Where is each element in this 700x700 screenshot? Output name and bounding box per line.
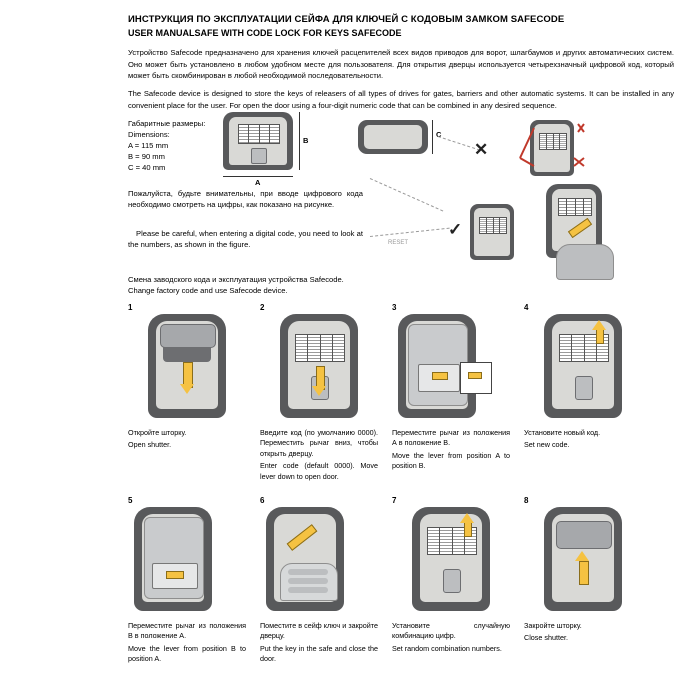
page-title-ru: ИНСТРУКЦИЯ ПО ЭКСПЛУАТАЦИИ СЕЙФА ДЛЯ КЛЮЧЕЙ С КОДОВЫМ ЗАМКОМ SAFECODE bbox=[128, 14, 565, 25]
p-dial-2 bbox=[567, 199, 575, 215]
lever-7[interactable] bbox=[443, 569, 461, 593]
step-1-illustration bbox=[128, 314, 246, 424]
step-1-caption-en: Open shutter. bbox=[128, 440, 172, 450]
dim-line-b bbox=[299, 112, 300, 170]
dimensions-section bbox=[18, 118, 682, 268]
finger-2-6 bbox=[288, 578, 328, 584]
step-5-caption-ru: Переместите рычаг из положения В в положение А. bbox=[128, 621, 246, 641]
step-5-illustration bbox=[128, 507, 246, 617]
steps-row-1 bbox=[128, 303, 670, 482]
lever-front[interactable] bbox=[251, 148, 267, 164]
safe-graphic-4 bbox=[544, 314, 622, 418]
safe-graphic-5 bbox=[134, 507, 212, 611]
mini-dial-c2 bbox=[487, 218, 494, 233]
shutter-8[interactable] bbox=[556, 521, 612, 549]
change-code-en: Change factory code and use Safecode device. bbox=[128, 286, 288, 296]
change-code-ru: Смена заводского кода и эксплуатация устройства Safecode. bbox=[128, 275, 344, 285]
dial-1[interactable] bbox=[239, 125, 249, 143]
shutter-1[interactable] bbox=[160, 324, 216, 348]
p-dial-3 bbox=[576, 199, 584, 215]
dim-marker-b: B bbox=[303, 136, 309, 146]
step-4-caption-ru: Установите новый код. bbox=[524, 427, 601, 437]
page-title-en: USER MANUALSAFE WITH CODE LOCK FOR KEYS SAFECODE bbox=[128, 27, 402, 38]
step-5-number: 5 bbox=[128, 496, 133, 506]
reset-hint-label: RESET bbox=[388, 240, 409, 247]
title-block bbox=[128, 14, 682, 39]
dimensions-text bbox=[128, 118, 205, 173]
step-2-caption-ru: Введите код (по умолчанию 0000). Переместить рычаг вниз, чтобы открыть дверцу. bbox=[260, 427, 378, 458]
dim-marker-c: C bbox=[436, 130, 442, 140]
dial-7-3[interactable] bbox=[453, 528, 465, 554]
safe-side-view-diagram bbox=[358, 116, 442, 176]
arrow-shaft-4 bbox=[596, 328, 604, 344]
step-4 bbox=[524, 303, 642, 482]
step-3-caption-en: Move the lever from position A to position B. bbox=[392, 450, 510, 471]
step-3 bbox=[392, 303, 510, 482]
p-dial-1 bbox=[559, 199, 567, 215]
arrow-up-icon-7 bbox=[460, 513, 474, 523]
step-8-caption-ru: Закройте шторку. bbox=[524, 621, 582, 631]
check-mark-icon: ✓ bbox=[448, 220, 463, 240]
step-7-illustration bbox=[392, 507, 510, 617]
safe-graphic-6 bbox=[266, 507, 344, 611]
step-6-caption-ru: Поместите в сейф ключ и закройте дверцу. bbox=[260, 621, 378, 641]
lever-detail-3 bbox=[468, 372, 482, 379]
step-8-number: 8 bbox=[524, 496, 529, 506]
hand-shape bbox=[556, 244, 614, 280]
dimension-b: B = 90 mm bbox=[128, 152, 165, 162]
mini-dial-c4 bbox=[500, 218, 506, 233]
step-1 bbox=[128, 303, 246, 482]
wrong-usage-illustration bbox=[448, 122, 488, 178]
dial-4-2[interactable] bbox=[572, 335, 584, 361]
mini-dials-correct bbox=[479, 217, 507, 234]
step-1-number: 1 bbox=[128, 302, 133, 312]
arrow-down-icon-1 bbox=[180, 384, 194, 394]
step-2-illustration bbox=[260, 314, 378, 424]
safe-graphic-2 bbox=[280, 314, 358, 418]
step-5-caption-en: Move the lever from position B to position A. bbox=[128, 643, 246, 664]
step-6 bbox=[260, 496, 378, 665]
dial-7-1[interactable] bbox=[428, 528, 440, 554]
step-6-number: 6 bbox=[260, 496, 265, 506]
lever-3[interactable] bbox=[432, 372, 448, 380]
safe-graphic-1 bbox=[148, 314, 226, 418]
person-reading-code-illustration bbox=[538, 184, 628, 280]
steps-row-2 bbox=[128, 496, 670, 665]
dim-marker-a: A bbox=[255, 178, 261, 188]
dial-2[interactable] bbox=[249, 125, 259, 143]
warning-note-ru: Пожалуйста, будьте внимательны, при вводе цифрового кода необходимо смотреть на цифры, как показано на рисунке. bbox=[128, 189, 363, 210]
wrong-view-angle-lines bbox=[518, 118, 588, 180]
safe-graphic-8 bbox=[544, 507, 622, 611]
step-3-illustration bbox=[392, 314, 510, 424]
sight-line-correct-1 bbox=[370, 178, 443, 211]
step-5 bbox=[128, 496, 246, 665]
lever-4[interactable] bbox=[575, 376, 593, 400]
step-3-caption-ru: Переместите рычаг из положения А в положение В. bbox=[392, 427, 510, 448]
dimension-c: C = 40 mm bbox=[128, 163, 166, 173]
cross-mark-icon: ✕ bbox=[474, 140, 489, 160]
code-dials-front[interactable] bbox=[238, 124, 280, 144]
step-6-caption-en: Put the key in the safe and close the door. bbox=[260, 643, 378, 664]
p-dial-4 bbox=[584, 199, 591, 215]
step-4-caption-en: Set new code. bbox=[524, 440, 570, 450]
step-4-illustration bbox=[524, 314, 642, 424]
intro-paragraph-en: The Safecode device is designed to store the keys of releasers of all types of drives for gates, barriers and other automatic systems. It can be installed in any convenient place for the user. For open the door using a four-digit numeric code that can be combined in any desired sequence. bbox=[128, 89, 674, 110]
arrow-up-icon-4 bbox=[592, 320, 606, 330]
step-1-caption-ru: Откройте шторку. bbox=[128, 427, 187, 437]
dim-line-a bbox=[223, 176, 293, 177]
finger-1-6 bbox=[288, 569, 328, 575]
sight-line-correct-2 bbox=[370, 228, 450, 237]
finger-3-6 bbox=[288, 587, 328, 593]
warning-note-en: Please be careful, when entering a digital code, you need to look at the numbers, as shown in the figure. bbox=[128, 229, 363, 250]
intro-paragraph-ru: Устройство Safecode предназначено для хранения ключей расцепителей всех видов приводов для ворот, шлагбаумов и других автоматических систем. Оно может быть установлено в любом удобном месте для пользователя. Для открытия дверцы используется четырехзначный цифровой код, который может быть скомбинирован в любой необходимой последовательности. bbox=[128, 48, 674, 80]
safe-panel-side bbox=[364, 125, 422, 149]
step-7 bbox=[392, 496, 510, 665]
step-8-caption-en: Close shutter. bbox=[524, 633, 568, 643]
dial-2-4[interactable] bbox=[333, 335, 344, 361]
dial-2-3[interactable] bbox=[321, 335, 333, 361]
arrow-up-icon-8 bbox=[575, 551, 589, 561]
step-8 bbox=[524, 496, 642, 665]
mini-safe-correct bbox=[470, 204, 514, 260]
dial-3[interactable] bbox=[260, 125, 270, 143]
dial-4-1[interactable] bbox=[560, 335, 572, 361]
step-7-caption-en: Set random combination numbers. bbox=[392, 643, 502, 653]
step-2-number: 2 bbox=[260, 302, 265, 312]
dial-2-2[interactable] bbox=[308, 335, 320, 361]
mini-dial-c1 bbox=[480, 218, 487, 233]
code-dials-person bbox=[558, 198, 592, 216]
step-7-number: 7 bbox=[392, 496, 397, 506]
step-2 bbox=[260, 303, 378, 482]
arrow-down-icon-2 bbox=[312, 386, 326, 396]
dimensions-heading-ru: Габаритные размеры: bbox=[128, 119, 206, 129]
step-7-caption-ru: Установите случайную комбинацию цифр. bbox=[392, 621, 510, 641]
safe-graphic-7 bbox=[412, 507, 490, 611]
safe-graphic-3 bbox=[398, 314, 476, 418]
lever-5[interactable] bbox=[166, 571, 184, 579]
code-dials-2[interactable] bbox=[295, 334, 345, 362]
safe-front-view-diagram bbox=[223, 112, 309, 188]
steps-section bbox=[128, 303, 670, 665]
step-2-caption-en: Enter code (default 0000). Move lever down to open door. bbox=[260, 461, 378, 481]
dimension-a: A = 115 mm bbox=[128, 141, 169, 151]
arrow-shaft-8 bbox=[579, 561, 589, 585]
arrow-shaft-7 bbox=[464, 521, 472, 537]
step-6-illustration bbox=[260, 507, 378, 617]
dial-4-3[interactable] bbox=[585, 335, 597, 361]
dial-7-2[interactable] bbox=[440, 528, 452, 554]
dial-4[interactable] bbox=[270, 125, 279, 143]
dimensions-heading-en: Dimensions: bbox=[128, 130, 170, 140]
mini-dial-c3 bbox=[494, 218, 501, 233]
dial-2-1[interactable] bbox=[296, 335, 308, 361]
step-4-number: 4 bbox=[524, 302, 529, 312]
dim-line-c bbox=[432, 120, 433, 154]
step-8-illustration bbox=[524, 507, 642, 617]
step-3-number: 3 bbox=[392, 302, 397, 312]
